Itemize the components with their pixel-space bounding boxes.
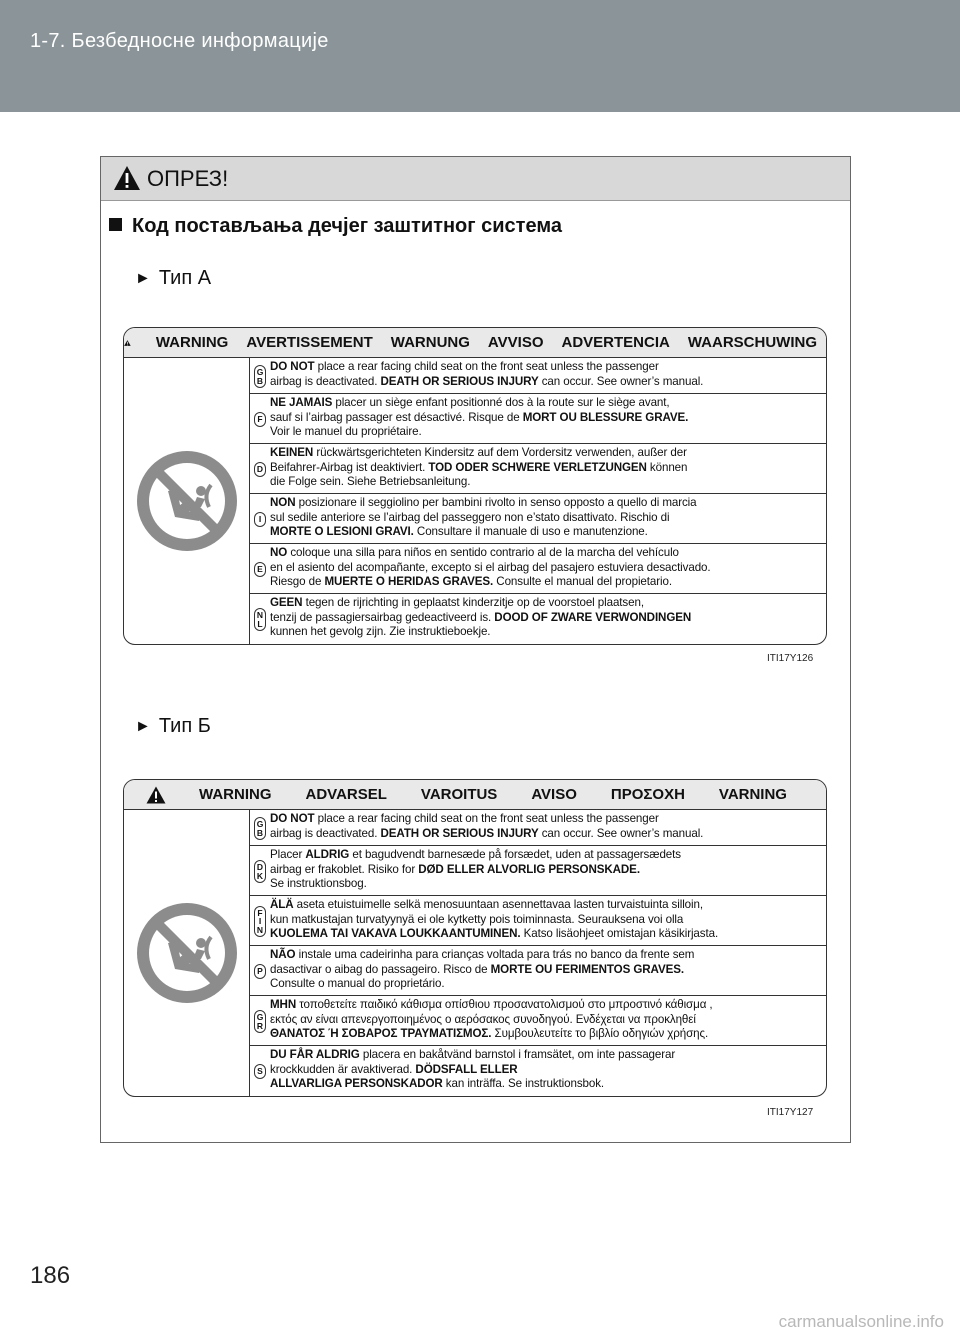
no-rear-facing-child-seat-icon <box>135 449 239 553</box>
label-header-word: ADVARSEL <box>305 786 387 803</box>
language-code-badge: D <box>254 462 266 477</box>
label-b-body <box>124 810 826 1096</box>
warning-text-line <box>270 411 822 426</box>
language-code-badge: E <box>254 562 266 577</box>
warning-text-line <box>270 863 822 878</box>
label-header-word: WARNING <box>155 334 229 351</box>
warning-text-run: aseta etuistuimelle selkä menosuuntaan asennettavaa lasten turvaistuinta silloin, <box>293 898 703 912</box>
warning-text-bold: DO NOT <box>270 360 315 374</box>
caution-box <box>100 156 851 1143</box>
warning-text-line <box>270 998 822 1013</box>
label-row-s <box>250 1046 826 1096</box>
warning-text-bold: ALDRIG <box>305 848 350 862</box>
warning-text-run: can occur. See owner’s manual. <box>538 374 704 388</box>
warning-text-line <box>270 525 822 540</box>
warning-text-line <box>270 1063 822 1078</box>
label-header-word: WARNUNG <box>390 334 470 351</box>
warning-text-run: τοποθετείτε παιδικό κάθισμα οπίσθιου προσανατολισμού στο μπροστινό κάθισμα , <box>296 998 713 1012</box>
language-code-badge: S <box>254 1064 266 1079</box>
warning-text-bold: DEATH OR SERIOUS INJURY <box>380 374 539 388</box>
warning-text-run: instale uma cadeirinha para crianças voltada para trás no banco da frente sem <box>295 948 695 962</box>
warning-text <box>270 948 822 992</box>
warning-text-line <box>270 511 822 526</box>
warning-text-bold: GEEN <box>270 596 303 610</box>
warning-text-run: coloque una silla para niños en sentido contrario al de la marcha del vehículo <box>287 546 679 560</box>
warning-label-b <box>123 779 827 1097</box>
label-header-word: AVVISO <box>487 334 544 351</box>
warning-text-line <box>270 375 822 390</box>
warning-text-run: Voir le manuel du propriétaire. <box>270 425 422 439</box>
warning-text-run: kan inträffa. Se instruktionsbok. <box>442 1077 605 1091</box>
warning-text-bold: MHN <box>270 998 297 1012</box>
warning-text-bold: DEATH OR SERIOUS INJURY <box>380 826 539 840</box>
label-header-word: WARNING <box>199 786 272 803</box>
warning-text-line <box>270 596 822 611</box>
warning-text-line <box>270 977 822 992</box>
arrow-right-icon: ► <box>135 718 151 735</box>
label-header-word: VAROITUS <box>420 786 498 803</box>
warning-text-line <box>270 927 822 942</box>
warning-text-run: tegen de rijrichting in geplaatst kinderzitje op de voorstoel plaatsen, <box>302 596 644 610</box>
warning-text <box>270 998 822 1042</box>
label-row-d <box>250 444 826 494</box>
warning-text-run: Consulte o manual do proprietário. <box>270 977 445 991</box>
label-header-word: ΠΡΟΣΟΧΗ <box>610 786 685 803</box>
label-b-header <box>124 780 826 810</box>
label-row-gb <box>250 810 826 846</box>
arrow-right-icon: ► <box>135 270 151 287</box>
label-b-rows <box>250 810 826 1096</box>
warning-text-bold: MORTE O LESIONI GRAVI. <box>270 525 414 539</box>
warning-text-run: εκτός αν είναι απενεργοποιημένος ο αερόσακος συνοδηγού. Ενδέχεται να προκληθεί <box>270 1012 696 1026</box>
warning-text-run: krockkudden är avaktiverad. <box>270 1062 416 1076</box>
type-b-text: Тип Б <box>158 715 211 737</box>
no-rear-facing-child-seat-icon <box>135 901 239 1005</box>
warning-text <box>270 360 822 389</box>
warning-text-line <box>270 496 822 511</box>
warning-text-bold: NE JAMAIS <box>270 396 333 410</box>
warning-text-run: place a rear facing child seat on the front seat unless the passenger <box>314 360 659 374</box>
type-a-label <box>135 267 211 290</box>
label-header-word: WAARSCHUWING <box>687 334 817 351</box>
warning-text-line <box>270 848 822 863</box>
warning-text-run: placer un siège enfant positionné dos à la route sur le siège avant, <box>332 396 670 410</box>
warning-text <box>270 898 822 942</box>
warning-text-run: rückwärtsgerichteten Kindersitz auf dem Vordersitz verwenden, außer der <box>313 446 687 460</box>
warning-text <box>270 396 822 440</box>
warning-text-line <box>270 575 822 590</box>
warning-text-bold: MORT OU BLESSURE GRAVE. <box>522 410 689 424</box>
label-row-gr <box>250 996 826 1046</box>
language-code-badge: G R <box>254 1010 266 1033</box>
warning-text <box>270 496 822 540</box>
label-row-p <box>250 946 826 996</box>
warning-text <box>270 812 822 841</box>
type-a-text: Тип А <box>158 267 212 289</box>
caution-bar <box>101 157 850 201</box>
warning-text-run: airbag is deactivated. <box>270 826 381 840</box>
label-row-dk <box>250 846 826 896</box>
warning-text-run: et bagudvendt barnesæde på forsædet, uden at passagersædets <box>349 848 681 862</box>
warning-text-line <box>270 446 822 461</box>
warning-triangle-icon <box>124 334 131 352</box>
warning-text <box>270 848 822 892</box>
warning-text <box>270 1048 822 1092</box>
warning-text-bold: NON <box>270 496 296 510</box>
warning-text-run: can occur. See owner’s manual. <box>538 826 704 840</box>
warning-text-bold: DØD ELLER ALVORLIG PERSONSKADE. <box>418 862 640 876</box>
warning-text-bold: ÄLÄ <box>270 898 294 912</box>
warning-text-run: tenzij de passagiersairbag gedeactiveerd is. <box>270 610 495 624</box>
warning-text-run: Συμβουλευτείτε το βιβλίο οδηγιών χρήσης. <box>491 1027 709 1041</box>
label-b-code: ITI17Y127 <box>767 1107 814 1118</box>
type-b-label <box>135 715 211 738</box>
warning-text-bold: NO <box>270 546 288 560</box>
warning-text-bold: NÃO <box>270 948 296 962</box>
warning-text-line <box>270 360 822 375</box>
warning-text-run: airbag er frakoblet. Risiko for <box>270 862 419 876</box>
caution-title: ОПРЕЗ! <box>147 166 229 191</box>
warning-text-run: posizionare il seggiolino per bambini rivolto in senso opposto a quello di marcia <box>295 496 697 510</box>
label-header-word: VARNING <box>718 786 787 803</box>
warning-text-line <box>270 877 822 892</box>
warning-text-line <box>270 963 822 978</box>
language-code-badge: N L <box>254 608 266 631</box>
warning-text-bold: DÖDSFALL ELLER <box>415 1062 518 1076</box>
warning-text <box>270 546 822 590</box>
warning-triangle-icon <box>113 165 141 191</box>
warning-text-line <box>270 1013 822 1028</box>
warning-text-line <box>270 625 822 640</box>
warning-text-run: Placer <box>270 848 306 862</box>
warning-triangle-icon <box>146 786 166 804</box>
warning-text-bold: ALLVARLIGA PERSONSKADOR <box>270 1077 443 1091</box>
section-heading-text: Код постављања дечјег заштитног система <box>132 215 562 237</box>
language-code-badge: G B <box>254 365 266 388</box>
label-row-gb <box>250 358 826 394</box>
warning-text-run: kunnen het gevolg zijn. Zie instruktieboekje. <box>270 625 491 639</box>
warning-text-line <box>270 827 822 842</box>
warning-text-line <box>270 561 822 576</box>
warning-text-bold: KUOLEMA TAI VAKAVA LOUKKAANTUMINEN. <box>270 927 521 941</box>
page-number: 186 <box>30 1262 71 1289</box>
warning-text-line <box>270 812 822 827</box>
warning-text-line <box>270 913 822 928</box>
label-a-code: ITI17Y126 <box>767 653 814 664</box>
language-code-badge: G B <box>254 817 266 840</box>
warning-text <box>270 596 822 640</box>
label-a-rows <box>250 358 826 644</box>
label-header-word: AVERTISSEMENT <box>246 334 373 351</box>
chapter-title: 1-7. Безбедносне информације <box>30 30 329 52</box>
language-code-badge: F I N <box>254 906 266 938</box>
language-code-badge: D K <box>254 860 266 883</box>
label-row-e <box>250 544 826 594</box>
warning-text-bold: TOD ODER SCHWERE VERLETZUNGEN <box>428 460 647 474</box>
warning-text-run: Riesgo de <box>270 575 325 589</box>
page-header <box>0 0 960 112</box>
warning-text-bold: MUERTE O HERIDAS GRAVES. <box>324 575 494 589</box>
label-row-nl <box>250 594 826 644</box>
warning-text-line <box>270 948 822 963</box>
warning-text-line <box>270 1077 822 1092</box>
label-header-word: ADVERTENCIA <box>561 334 670 351</box>
warning-text-line <box>270 546 822 561</box>
warning-text-run: Consulte el manual del propietario. <box>493 575 672 589</box>
label-a-header <box>124 328 826 358</box>
warning-text-line <box>270 1027 822 1042</box>
warning-text-bold: MORTE OU FERIMENTOS GRAVES. <box>490 962 684 976</box>
warning-text-run: die Folge sein. Siehe Betriebsanleitung. <box>270 475 471 489</box>
language-code-badge: I <box>254 512 266 527</box>
warning-text-bold: ΘΑΝΑΤΟΣ Ή ΣΟΒΑΡΟΣ ΤΡΑΥΜΑΤΙΣΜΟΣ. <box>270 1027 492 1041</box>
warning-text-line <box>270 396 822 411</box>
square-bullet-icon <box>109 218 122 231</box>
warning-text <box>270 446 822 490</box>
warning-text-bold: DOOD OF ZWARE VERWONDINGEN <box>494 610 692 624</box>
warning-text-line <box>270 898 822 913</box>
label-a-icon-cell <box>124 358 250 644</box>
label-row-fin <box>250 896 826 946</box>
warning-text-run: sauf si l’airbag passager est désactivé. Risque de <box>270 410 523 424</box>
label-b-icon-cell <box>124 810 250 1096</box>
watermark: carmanualsonline.info <box>778 1312 944 1331</box>
label-a-body <box>124 358 826 644</box>
warning-text-run: kun matkustajan turvatyynyä ei ole kytketty pois toiminnasta. Seurauksena voi olla <box>270 912 684 926</box>
label-header-word: AVISO <box>531 786 577 803</box>
warning-text-run: sul sedile anteriore se l’airbag del passeggero non e’stato disattivato. Rischio di <box>270 510 670 524</box>
warning-text-run: Beifahrer-Airbag ist deaktiviert. <box>270 460 429 474</box>
warning-text-line <box>270 1048 822 1063</box>
section-heading <box>109 215 562 238</box>
warning-label-a <box>123 327 827 645</box>
warning-text-run: Se instruktionsbog. <box>270 877 367 891</box>
label-row-f <box>250 394 826 444</box>
warning-text-bold: DU FÅR ALDRIG <box>270 1048 360 1062</box>
warning-text-run: Katso lisäohjeet omistajan käsikirjasta. <box>520 927 719 941</box>
warning-text-line <box>270 475 822 490</box>
language-code-badge: P <box>254 964 266 979</box>
warning-text-line <box>270 425 822 440</box>
warning-text-bold: KEINEN <box>270 446 314 460</box>
warning-text-line <box>270 461 822 476</box>
warning-text-run: place a rear facing child seat on the front seat unless the passenger <box>314 812 659 826</box>
warning-text-run: können <box>646 460 688 474</box>
language-code-badge: F <box>254 412 266 427</box>
warning-text-bold: DO NOT <box>270 812 315 826</box>
warning-text-run: placera en bakåtvänd barnstol i framsätet, om inte passagerar <box>359 1048 676 1062</box>
label-row-i <box>250 494 826 544</box>
warning-text-run: airbag is deactivated. <box>270 374 381 388</box>
warning-text-line <box>270 611 822 626</box>
warning-text-run: Consultare il manuale di uso e manutenzione. <box>413 525 648 539</box>
warning-text-run: dasactivar o aibag do passageiro. Risco de <box>270 962 491 976</box>
warning-text-run: en el asiento del acompañante, excepto si el airbag del pasajero estuviera desactivado. <box>270 560 711 574</box>
